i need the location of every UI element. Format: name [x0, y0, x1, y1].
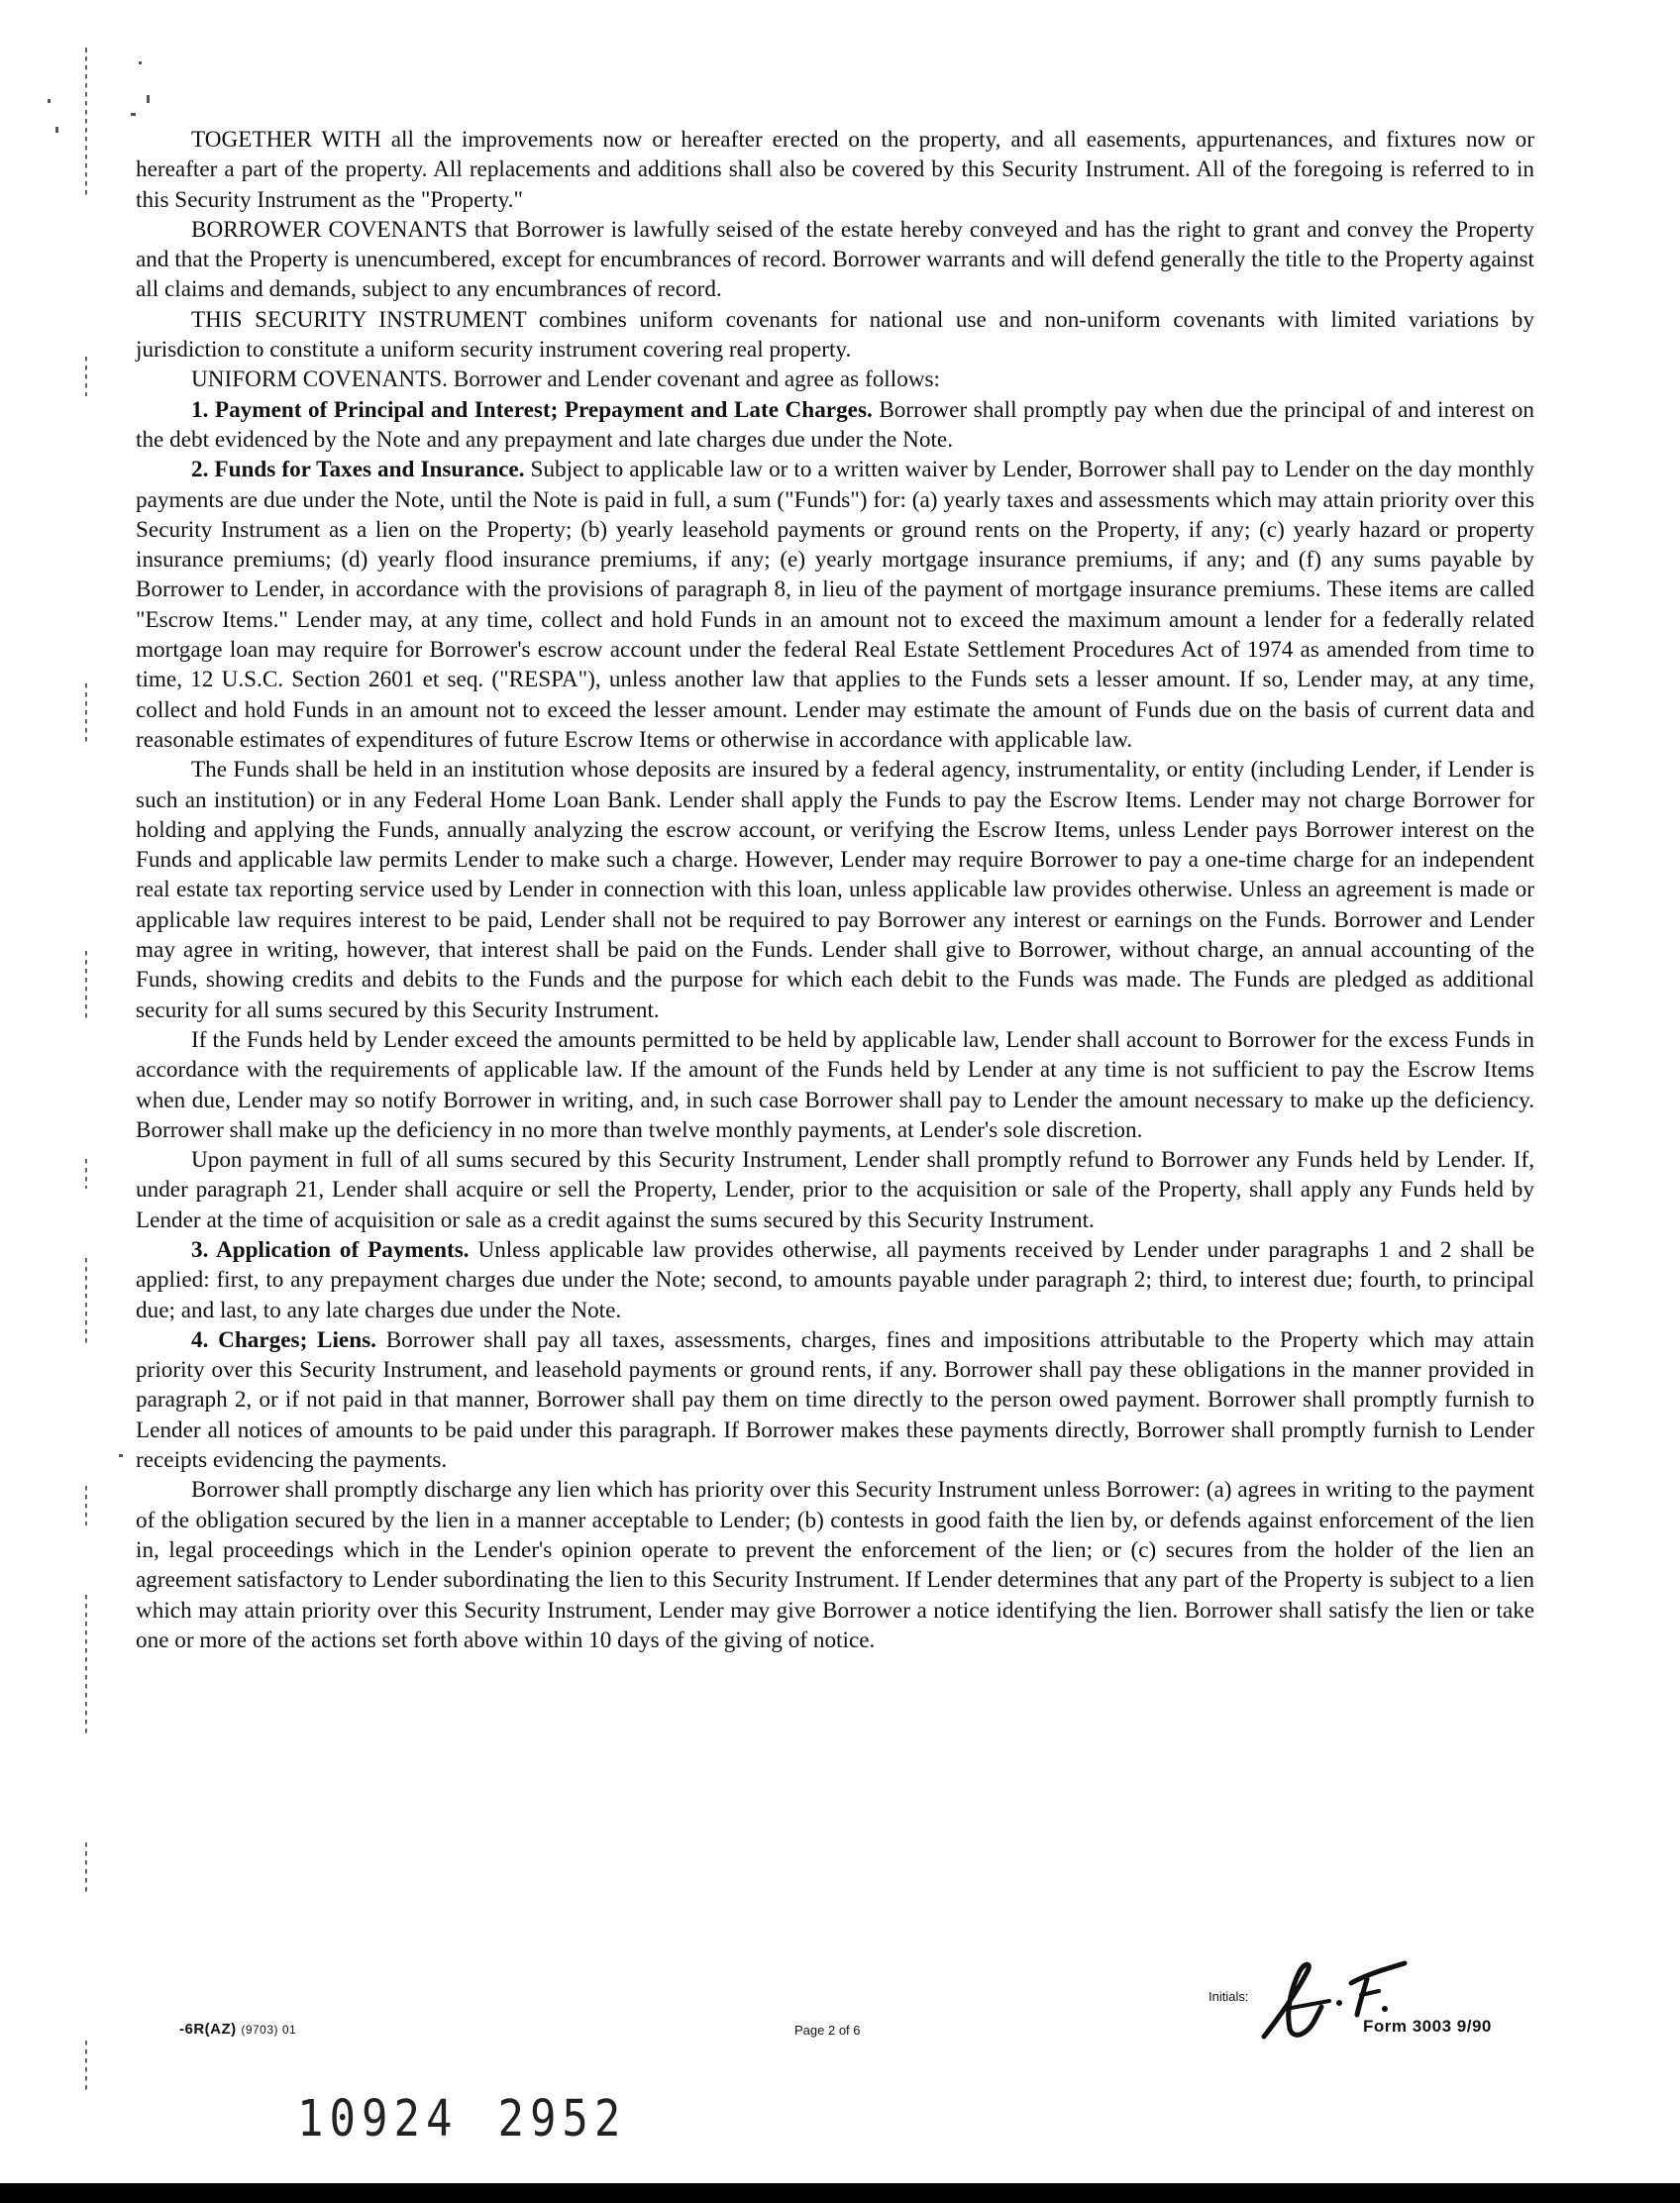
scan-speck: [55, 127, 58, 133]
recording-docket: 10924: [297, 2090, 459, 2149]
paragraph-text: UNIFORM COVENANTS. Borrower and Lender covenant and agree as follows:: [191, 367, 940, 393]
paragraph-text: BORROWER COVENANTS that Borrower is lawfully seised of the estate hereby conveyed and has the right to grant and convey the Property and that the Property is unencumbered, except for encumbrances of record. Borrower warrants and will defend generally the title to the Property against all claims and demands, subject to any encumbrances of record.: [136, 216, 1534, 303]
perforation-marks: [85, 2041, 87, 2090]
paragraph-text: If the Funds held by Lender exceed the amounts permitted to be held by applicable law, Lender shall account to Borrower for the excess Funds in accordance with the requirements of applicable law. If the amount of the Funds held by Lender at any time is not sufficient to pay the Escrow Items when due, Lender may so notify Borrower in writing, and, in such case Borrower shall pay to Lender the amount necessary to make up the deficiency. Borrower shall make up the deficiency in no more than twelve monthly payments, at Lender's sole discretion.: [136, 1026, 1534, 1143]
paragraph-text: Borrower shall promptly pay when due the principal of and interest on the debt evidenced by the Note and any prepayment and late charges due under the Note.: [136, 396, 1534, 453]
scan-speck: [131, 113, 136, 116]
scan-speck: [139, 61, 142, 64]
perforation-marks: [85, 951, 87, 1020]
paragraph-text: Upon payment in full of all sums secured by this Security Instrument, Lender shall promptly refund to Borrower any Funds held by Lender. If, under paragraph 21, Lender shall acquire or sell the Property, Lender, prior to the acquisition or sale of the Property, shall apply any Funds held by Lender at the time of acquisition or sale as a credit against the sums secured by this Security Instrument.: [136, 1147, 1534, 1233]
paragraph-text: Subject to applicable law or to a written waiver by Lender, Borrower shall pay to Lender on the day monthly payments are due under the Note, until the Note is paid in full, a sum ("Funds") for: (a) yearly taxes and assessments which may attain priority over this Security Instrument as a lien on the Property; (b) yearly leasehold payments or ground rents on the Property, if any; (c) yearly hazard or property insurance premiums; (d) yearly flood insurance premiums, if any; (e) yearly mortgage insurance premiums, if any; and (f) any sums payable by Borrower to Lender, in accordance with the provisions of paragraph 8, in lieu of the payment of mortgage insurance premiums. These items are called "Escrow Items." Lender may, at any time, collect and hold Funds in an amount not to exceed the maximum amount a lender for a federally related mortgage loan may require for Borrower's escrow account under the federal Real Estate Settlement Procedures Act of 1974 as amended from time to time, 12 U.S.C. Section 2601 et seq. ("RESPA"), unless another law that applies to the Funds sets a lesser amount. If so, Lender may, at any time, collect and hold Funds in an amount not to exceed the lesser amount. Lender may estimate the amount of Funds due on the basis of current data and reasonable estimates of expenditures of future Escrow Items or otherwise in accordance with applicable law.: [136, 457, 1534, 753]
paragraph: [136, 1145, 1534, 1235]
perforation-marks: [85, 1159, 87, 1189]
paragraph-heading: 1. Payment of Principal and Interest; Prepayment and Late Charges.: [191, 396, 873, 423]
form-number: Form 3003 9/90: [1363, 2017, 1492, 2036]
scan-speck: [119, 1454, 123, 1457]
paragraph: [136, 1235, 1534, 1325]
recording-page: 2952: [497, 2090, 627, 2149]
paragraph: [136, 365, 1534, 394]
perforation-marks: [85, 683, 87, 743]
perforation-marks: [85, 48, 87, 196]
paragraph-text: TOGETHER WITH all the improvements now or hereafter erected on the property, and all easements, appurtenances, and fixtures now or hereafter a part of the property. All replacements and additions shall also be covered by this Security Instrument. All of the foregoing is referred to in this Security Instrument as the "Property.": [136, 127, 1534, 213]
paragraph-heading: 2. Funds for Taxes and Insurance.: [191, 457, 525, 483]
security-instrument-body: [136, 125, 1534, 1655]
paragraph: [136, 1325, 1534, 1475]
perforation-marks: [85, 1842, 87, 1892]
paragraph-text: Unless applicable law provides otherwise, all payments received by Lender under paragraphs 1 and 2 shall be applied: first, to any prepayment charges due under the Note; second, to amounts payable under paragraph 2; third, to interest due; fourth, to principal due; and last, to any late charges due under the Note.: [136, 1236, 1534, 1323]
paragraph: [136, 1475, 1534, 1655]
form-code: [179, 2021, 296, 2038]
scan-edge-bar: [0, 2183, 1680, 2203]
paragraph: [136, 395, 1534, 456]
paragraph-text: Borrower shall promptly discharge any lien which has priority over this Security Instrument unless Borrower: (a) agrees in writing to the payment of the obligation secured by the lien in a manner acceptable to Lender; (b) contests in good faith the lien by, or defends against enforcement of the lien in, legal proceedings which in the Lender's opinion operate to prevent the enforcement of the lien; or (c) secures from the holder of the lien an agreement satisfactory to Lender subordinating the lien to this Security Instrument. If Lender determines that any part of the Property is subject to a lien which may attain priority over this Security Instrument, Lender may give Borrower a notice identifying the lien. Borrower shall satisfy the lien or take one or more of the actions set forth above within 10 days of the giving of notice.: [136, 1477, 1534, 1653]
perforation-marks: [85, 1486, 87, 1525]
paragraph: [136, 125, 1534, 215]
perforation-marks: [85, 1258, 87, 1347]
paragraph-text: Borrower shall pay all taxes, assessments, charges, fines and impositions attributable to the Property which may attain priority over this Security Instrument, and leasehold payments or ground rents, if any. Borrower shall pay these obligations in the manner provided in paragraph 2, or if not paid in that manner, Borrower shall pay them on time directly to the person owed payment. Borrower shall promptly furnish to Lender all notices of amounts to be paid under this paragraph. If Borrower makes these payments directly, Borrower shall promptly furnish to Lender receipts evidencing the payments.: [136, 1326, 1534, 1474]
paragraph-text: THIS SECURITY INSTRUMENT combines uniform covenants for national use and non-uniform covenants with limited variations by jurisdiction to constitute a uniform security instrument covering real property.: [136, 306, 1534, 364]
perforation-marks: [85, 357, 87, 396]
paragraph: [136, 305, 1534, 366]
paragraph: [136, 1025, 1534, 1145]
form-code-revision: (9703) 01: [241, 2023, 297, 2037]
paragraph-heading: 3. Application of Payments.: [191, 1236, 470, 1263]
initials-label: Initials:: [1208, 1989, 1249, 2004]
paragraph: [136, 455, 1534, 755]
handwritten-recording-number: [297, 2090, 626, 2149]
page-number: Page 2 of 6: [794, 2023, 861, 2038]
form-code-main: -6R(AZ): [179, 2021, 237, 2038]
scan-speck: [147, 95, 150, 103]
scan-speck: [48, 99, 51, 103]
paragraph: [136, 215, 1534, 305]
perforation-marks: [85, 1595, 87, 1733]
paragraph-heading: 4. Charges; Liens.: [191, 1326, 376, 1353]
paragraph-text: The Funds shall be held in an institution whose deposits are insured by a federal agency, instrumentality, or entity (including Lender, if Lender is such an institution) or in any Federal Home Loan Bank. Lender shall apply the Funds to pay the Escrow Items. Lender may not charge Borrower for holding and applying the Funds, annually analyzing the escrow account, or verifying the Escrow Items, unless Lender pays Borrower interest on the Funds and applicable law permits Lender to make such a charge. However, Lender may require Borrower to pay a one-time charge for an independent real estate tax reporting service used by Lender in connection with this loan, unless applicable law provides otherwise. Unless an agreement is made or applicable law requires interest to be paid, Lender shall not be required to pay Borrower any interest or earnings on the Funds. Borrower and Lender may agree in writing, however, that interest shall be paid on the Funds. Lender shall give to Borrower, without charge, an annual accounting of the Funds, showing credits and debits to the Funds and the purpose for which each debit to the Funds was made. The Funds are pledged as additional security for all sums secured by this Security Instrument.: [136, 757, 1534, 1023]
paragraph: [136, 755, 1534, 1025]
